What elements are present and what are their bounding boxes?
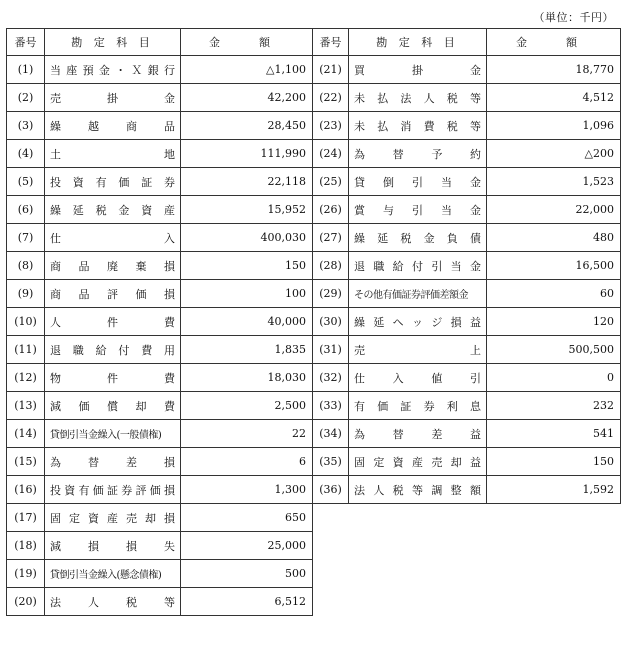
amount-cell: 1,523 — [487, 168, 621, 196]
account-name: 売 上 — [354, 343, 481, 357]
account-cell — [349, 140, 487, 168]
account-table-right — [312, 28, 621, 504]
table-row — [313, 392, 621, 420]
row-number: (31) — [313, 336, 349, 364]
account-name: 売 掛 金 — [50, 91, 175, 105]
account-name: 為 替 差 益 — [354, 427, 481, 441]
row-number: (26) — [313, 196, 349, 224]
account-cell — [45, 532, 181, 560]
account-name: 貸倒引当金 — [354, 175, 481, 189]
row-number: (27) — [313, 224, 349, 252]
amount-cell: 400,030 — [181, 224, 313, 252]
account-cell — [349, 392, 487, 420]
account-cell — [45, 476, 181, 504]
amount-cell: 1,592 — [487, 476, 621, 504]
amount-cell: 1,300 — [181, 476, 313, 504]
account-name: 固定資産売却損 — [50, 511, 175, 525]
account-cell — [45, 224, 181, 252]
account-name: 仕 入 — [50, 231, 175, 245]
account-cell — [45, 560, 181, 588]
table-row — [7, 392, 313, 420]
table-row — [7, 168, 313, 196]
table-row — [7, 476, 313, 504]
account-name: 繰延ヘッジ損益 — [354, 315, 481, 329]
account-cell — [349, 196, 487, 224]
account-cell — [45, 336, 181, 364]
account-name: 減 損 損 失 — [50, 539, 175, 553]
account-name: 貸倒引当金繰入(一般債権) — [50, 430, 162, 441]
amount-cell: 650 — [181, 504, 313, 532]
account-name: 土 地 — [50, 147, 175, 161]
row-number: (16) — [7, 476, 45, 504]
row-number: (28) — [313, 252, 349, 280]
account-cell — [349, 280, 487, 308]
account-cell — [349, 56, 487, 84]
amount-cell: 42,200 — [181, 84, 313, 112]
table-row — [313, 252, 621, 280]
account-cell — [45, 504, 181, 532]
amount-cell: △200 — [487, 140, 621, 168]
account-name: 有価証券利息 — [354, 399, 481, 413]
account-cell — [45, 56, 181, 84]
account-cell — [45, 140, 181, 168]
account-name: 為 替 予 約 — [354, 147, 481, 161]
row-number: (29) — [313, 280, 349, 308]
amount-cell: 150 — [181, 252, 313, 280]
table-row — [7, 252, 313, 280]
account-name: 退職給付引当金 — [354, 259, 481, 273]
table-row — [7, 420, 313, 448]
account-cell — [45, 112, 181, 140]
account-cell — [349, 84, 487, 112]
amount-cell: 40,000 — [181, 308, 313, 336]
account-name: 未払法人税等 — [354, 91, 481, 105]
row-number: (5) — [7, 168, 45, 196]
account-name: 為 替 差 損 — [50, 455, 175, 469]
table-row — [7, 308, 313, 336]
table-row — [7, 280, 313, 308]
row-number: (12) — [7, 364, 45, 392]
account-cell — [45, 84, 181, 112]
amount-cell: 480 — [487, 224, 621, 252]
table-row — [7, 112, 313, 140]
table-header-row — [313, 29, 621, 56]
account-cell — [349, 252, 487, 280]
account-name: 商品評価損 — [50, 287, 175, 301]
account-cell — [45, 308, 181, 336]
amount-cell: 100 — [181, 280, 313, 308]
row-number: (20) — [7, 588, 45, 616]
amount-cell: 541 — [487, 420, 621, 448]
header-account: 勘 定 科 目 — [349, 29, 487, 56]
table-row — [313, 140, 621, 168]
table-row — [7, 56, 313, 84]
account-name: 賞与引当金 — [354, 203, 481, 217]
row-number: (23) — [313, 112, 349, 140]
table-row — [313, 280, 621, 308]
row-number: (30) — [313, 308, 349, 336]
account-name: 買 掛 金 — [354, 63, 481, 77]
amount-cell: 6,512 — [181, 588, 313, 616]
row-number: (36) — [313, 476, 349, 504]
account-cell — [45, 420, 181, 448]
account-cell — [45, 168, 181, 196]
account-cell — [349, 448, 487, 476]
account-name: 当座預金・Ｘ銀行 — [50, 63, 175, 77]
amount-cell: 16,500 — [487, 252, 621, 280]
account-name: 退職給付費用 — [50, 343, 175, 357]
table-row — [7, 504, 313, 532]
amount-cell: 2,500 — [181, 392, 313, 420]
amount-cell: 25,000 — [181, 532, 313, 560]
table-row — [313, 476, 621, 504]
row-number: (34) — [313, 420, 349, 448]
table-row — [313, 336, 621, 364]
account-cell — [349, 112, 487, 140]
amount-cell: 1,096 — [487, 112, 621, 140]
account-name: 仕入値引 — [354, 371, 481, 385]
account-name: 人 件 費 — [50, 315, 175, 329]
account-cell — [45, 392, 181, 420]
account-name: 法 人 税 等 — [50, 595, 175, 609]
table-row — [313, 112, 621, 140]
table-row — [7, 588, 313, 616]
table-row — [7, 84, 313, 112]
account-cell — [349, 476, 487, 504]
table-row — [313, 56, 621, 84]
account-cell — [45, 196, 181, 224]
account-cell — [349, 168, 487, 196]
amount-cell: 18,770 — [487, 56, 621, 84]
table-row — [313, 308, 621, 336]
account-cell — [45, 364, 181, 392]
table-row — [7, 336, 313, 364]
account-cell — [45, 280, 181, 308]
amount-cell: 28,450 — [181, 112, 313, 140]
row-number: (15) — [7, 448, 45, 476]
account-name: 貸倒引当金繰入(懸念債権) — [50, 570, 162, 581]
row-number: (35) — [313, 448, 349, 476]
header-amount: 金 額 — [181, 29, 313, 56]
row-number: (32) — [313, 364, 349, 392]
amount-cell: 22,118 — [181, 168, 313, 196]
amount-cell: 232 — [487, 392, 621, 420]
table-row — [313, 420, 621, 448]
amount-cell: 150 — [487, 448, 621, 476]
table-row — [7, 224, 313, 252]
amount-cell: 18,030 — [181, 364, 313, 392]
table-row — [313, 224, 621, 252]
table-row — [7, 448, 313, 476]
row-number: (10) — [7, 308, 45, 336]
row-number: (2) — [7, 84, 45, 112]
table-row — [7, 196, 313, 224]
amount-cell: 6 — [181, 448, 313, 476]
account-cell — [45, 588, 181, 616]
account-name: 減価償却費 — [50, 399, 175, 413]
table-row — [313, 448, 621, 476]
account-cell — [45, 448, 181, 476]
amount-cell: 111,990 — [181, 140, 313, 168]
account-name: 商品廃棄損 — [50, 259, 175, 273]
table-row — [313, 84, 621, 112]
account-name: 繰越商品 — [50, 119, 175, 133]
amount-cell: 1,835 — [181, 336, 313, 364]
account-name: 繰延税金資産 — [50, 203, 175, 217]
row-number: (4) — [7, 140, 45, 168]
row-number: (3) — [7, 112, 45, 140]
row-number: (22) — [313, 84, 349, 112]
header-account: 勘 定 科 目 — [45, 29, 181, 56]
account-cell — [349, 364, 487, 392]
amount-cell: 22,000 — [487, 196, 621, 224]
row-number: (7) — [7, 224, 45, 252]
table-row — [7, 532, 313, 560]
row-number: (25) — [313, 168, 349, 196]
table-row — [7, 364, 313, 392]
amount-cell: 500,500 — [487, 336, 621, 364]
account-cell — [349, 336, 487, 364]
row-number: (8) — [7, 252, 45, 280]
row-number: (18) — [7, 532, 45, 560]
amount-cell: △1,100 — [181, 56, 313, 84]
amount-cell: 0 — [487, 364, 621, 392]
account-cell — [349, 308, 487, 336]
row-number: (6) — [7, 196, 45, 224]
account-name: 法人税等調整額 — [354, 483, 481, 497]
amount-cell: 22 — [181, 420, 313, 448]
table-row — [313, 364, 621, 392]
account-name: 未払消費税等 — [354, 119, 481, 133]
account-cell — [349, 224, 487, 252]
row-number: (11) — [7, 336, 45, 364]
row-number: (17) — [7, 504, 45, 532]
account-name: 投資有価証券評価損 — [50, 483, 175, 497]
amount-cell: 120 — [487, 308, 621, 336]
table-header-row — [7, 29, 313, 56]
table-row — [7, 560, 313, 588]
row-number: (13) — [7, 392, 45, 420]
row-number: (33) — [313, 392, 349, 420]
amount-cell: 60 — [487, 280, 621, 308]
row-number: (9) — [7, 280, 45, 308]
row-number: (19) — [7, 560, 45, 588]
unit-note: （単位：千円） — [533, 11, 614, 24]
account-cell — [45, 252, 181, 280]
account-name: 物 件 費 — [50, 371, 175, 385]
header-number: 番号 — [313, 29, 349, 56]
header-number: 番号 — [7, 29, 45, 56]
header-amount: 金 額 — [487, 29, 621, 56]
account-name: 固定資産売却益 — [354, 455, 481, 469]
account-name: 投資有価証券 — [50, 175, 175, 189]
row-number: (21) — [313, 56, 349, 84]
table-row — [7, 140, 313, 168]
amount-cell: 500 — [181, 560, 313, 588]
account-name: その他有価証券評価差額金 — [354, 290, 468, 301]
account-name: 繰延税金負債 — [354, 231, 481, 245]
amount-cell: 15,952 — [181, 196, 313, 224]
row-number: (24) — [313, 140, 349, 168]
row-number: (14) — [7, 420, 45, 448]
amount-cell: 4,512 — [487, 84, 621, 112]
account-table-left — [6, 28, 313, 616]
account-cell — [349, 420, 487, 448]
table-row — [313, 168, 621, 196]
row-number: (1) — [7, 56, 45, 84]
table-row — [313, 196, 621, 224]
